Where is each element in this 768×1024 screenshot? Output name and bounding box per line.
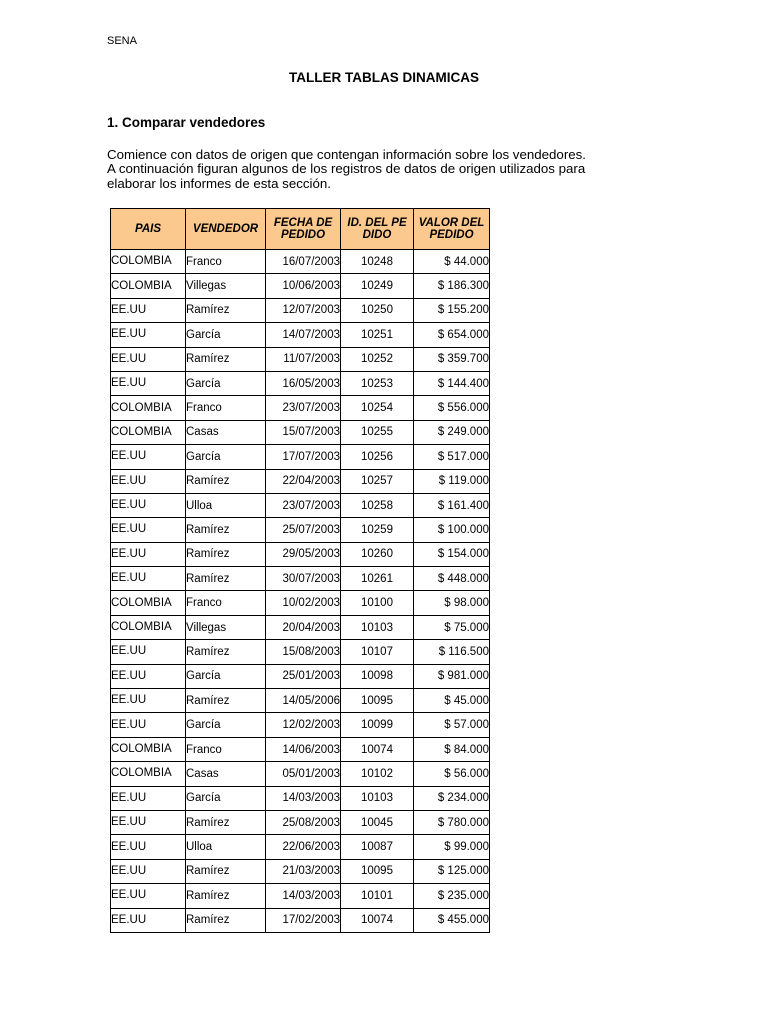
pais-cell: EE.UU [111, 884, 186, 908]
valor-cell: $ 56.000 [414, 762, 490, 786]
fecha-cell: 15/07/2003 [266, 420, 341, 444]
fecha-cell: 25/01/2003 [266, 664, 341, 688]
valor-cell: $ 57.000 [414, 713, 490, 737]
id-cell: 10102 [341, 762, 414, 786]
id-cell: 10249 [341, 274, 414, 298]
pais-cell: EE.UU [111, 908, 186, 932]
valor-cell: $ 186.300 [414, 274, 490, 298]
valor-cell: $ 455.000 [414, 908, 490, 932]
fecha-cell: 23/07/2003 [266, 493, 341, 517]
table-row [111, 347, 490, 371]
valor-cell: $ 517.000 [414, 445, 490, 469]
valor-cell: $ 981.000 [414, 664, 490, 688]
id-cell: 10074 [341, 737, 414, 761]
fecha-cell: 22/04/2003 [266, 469, 341, 493]
intro-line: Comience con datos de origen que contengan información sobre los vendedores. [107, 147, 586, 162]
fecha-cell: 05/01/2003 [266, 762, 341, 786]
id-cell: 10248 [341, 250, 414, 274]
vendedor-cell: García [186, 713, 266, 737]
id-cell: 10103 [341, 786, 414, 810]
id-cell: 10098 [341, 664, 414, 688]
pais-cell: EE.UU [111, 371, 186, 395]
id-cell: 10095 [341, 859, 414, 883]
valor-cell: $ 155.200 [414, 298, 490, 322]
pais-cell: EE.UU [111, 542, 186, 566]
valor-cell: $ 654.000 [414, 323, 490, 347]
valor-cell: $ 99.000 [414, 835, 490, 859]
id-cell: 10100 [341, 591, 414, 615]
pais-cell: COLOMBIA [111, 737, 186, 761]
vendedor-cell: Ramírez [186, 542, 266, 566]
column-header-valor: VALOR DEL PEDIDO [414, 209, 490, 250]
id-cell: 10103 [341, 615, 414, 639]
fecha-cell: 12/02/2003 [266, 713, 341, 737]
intro-line: A continuación figuran algunos de los registros de datos de origen utilizados para [107, 161, 586, 177]
id-cell: 10253 [341, 371, 414, 395]
column-header-fecha: FECHA DE PEDIDO [266, 209, 341, 250]
valor-cell: $ 84.000 [414, 737, 490, 761]
table-row [111, 591, 490, 615]
pais-cell: EE.UU [111, 835, 186, 859]
vendedor-cell: Ramírez [186, 640, 266, 664]
fecha-cell: 23/07/2003 [266, 396, 341, 420]
id-cell: 10261 [341, 567, 414, 591]
valor-cell: $ 780.000 [414, 810, 490, 834]
valor-cell: $ 75.000 [414, 615, 490, 639]
fecha-cell: 14/05/2006 [266, 689, 341, 713]
pais-cell: EE.UU [111, 518, 186, 542]
fecha-cell: 17/07/2003 [266, 445, 341, 469]
pais-cell: EE.UU [111, 567, 186, 591]
pais-cell: EE.UU [111, 713, 186, 737]
column-header-id: ID. DEL PEDIDO [341, 209, 414, 250]
vendedor-cell: Casas [186, 762, 266, 786]
column-header-vendedor: VENDEDOR [186, 209, 266, 250]
valor-cell: $ 448.000 [414, 567, 490, 591]
fecha-cell: 25/07/2003 [266, 518, 341, 542]
valor-cell: $ 154.000 [414, 542, 490, 566]
pais-cell: COLOMBIA [111, 615, 186, 639]
table-row [111, 567, 490, 591]
table-row [111, 493, 490, 517]
vendedor-cell: Franco [186, 737, 266, 761]
valor-cell: $ 119.000 [414, 469, 490, 493]
table-row [111, 908, 490, 932]
table-row [111, 737, 490, 761]
table-row [111, 884, 490, 908]
pais-cell: EE.UU [111, 859, 186, 883]
table-row [111, 518, 490, 542]
id-cell: 10255 [341, 420, 414, 444]
pais-cell: COLOMBIA [111, 274, 186, 298]
id-cell: 10095 [341, 689, 414, 713]
valor-cell: $ 144.400 [414, 371, 490, 395]
table-row [111, 420, 490, 444]
id-cell: 10045 [341, 810, 414, 834]
valor-cell: $ 235.000 [414, 884, 490, 908]
pais-cell: EE.UU [111, 445, 186, 469]
fecha-cell: 14/03/2003 [266, 786, 341, 810]
table-row [111, 640, 490, 664]
vendedor-cell: Franco [186, 250, 266, 274]
valor-cell: $ 100.000 [414, 518, 490, 542]
id-cell: 10254 [341, 396, 414, 420]
valor-cell: $ 359.700 [414, 347, 490, 371]
pais-cell: EE.UU [111, 493, 186, 517]
table-row [111, 323, 490, 347]
table-row [111, 396, 490, 420]
table-row [111, 859, 490, 883]
table-row [111, 786, 490, 810]
vendedor-cell: García [186, 371, 266, 395]
vendedor-cell: Ramírez [186, 859, 266, 883]
table-row [111, 469, 490, 493]
vendedor-cell: Ramírez [186, 347, 266, 371]
vendedor-cell: García [186, 786, 266, 810]
vendedor-cell: García [186, 445, 266, 469]
id-cell: 10259 [341, 518, 414, 542]
valor-cell: $ 44.000 [414, 250, 490, 274]
id-cell: 10107 [341, 640, 414, 664]
vendedor-cell: Ramírez [186, 689, 266, 713]
valor-cell: $ 98.000 [414, 591, 490, 615]
pais-cell: EE.UU [111, 689, 186, 713]
vendedor-cell: Franco [186, 591, 266, 615]
fecha-cell: 14/03/2003 [266, 884, 341, 908]
id-cell: 10101 [341, 884, 414, 908]
fecha-cell: 14/06/2003 [266, 737, 341, 761]
vendedor-cell: Ramírez [186, 469, 266, 493]
fecha-cell: 22/06/2003 [266, 835, 341, 859]
fecha-cell: 16/07/2003 [266, 250, 341, 274]
vendedor-cell: García [186, 323, 266, 347]
id-cell: 10251 [341, 323, 414, 347]
vendedor-cell: Ramírez [186, 810, 266, 834]
column-header-pais: PAIS [111, 209, 186, 250]
vendedor-cell: Ramírez [186, 298, 266, 322]
pais-cell: COLOMBIA [111, 250, 186, 274]
pais-cell: EE.UU [111, 810, 186, 834]
vendedor-cell: Franco [186, 396, 266, 420]
fecha-cell: 21/03/2003 [266, 859, 341, 883]
table-row [111, 615, 490, 639]
vendedor-cell: García [186, 664, 266, 688]
pais-cell: EE.UU [111, 298, 186, 322]
table-row [111, 713, 490, 737]
vendedor-cell: Villegas [186, 615, 266, 639]
intro-paragraph [107, 148, 663, 191]
table-row [111, 250, 490, 274]
fecha-cell: 29/05/2003 [266, 542, 341, 566]
fecha-cell: 14/07/2003 [266, 323, 341, 347]
vendedor-cell: Ulloa [186, 493, 266, 517]
id-cell: 10099 [341, 713, 414, 737]
document-title: TALLER TABLAS DINAMICAS [289, 70, 479, 85]
fecha-cell: 10/06/2003 [266, 274, 341, 298]
sales-table [110, 208, 490, 933]
table-row [111, 445, 490, 469]
pais-cell: EE.UU [111, 786, 186, 810]
fecha-cell: 12/07/2003 [266, 298, 341, 322]
table-row [111, 762, 490, 786]
pais-cell: COLOMBIA [111, 420, 186, 444]
vendedor-cell: Ulloa [186, 835, 266, 859]
vendedor-cell: Ramírez [186, 908, 266, 932]
pais-cell: EE.UU [111, 664, 186, 688]
fecha-cell: 17/02/2003 [266, 908, 341, 932]
valor-cell: $ 125.000 [414, 859, 490, 883]
vendedor-cell: Casas [186, 420, 266, 444]
id-cell: 10257 [341, 469, 414, 493]
table-header-row [111, 209, 490, 250]
valor-cell: $ 234.000 [414, 786, 490, 810]
fecha-cell: 10/02/2003 [266, 591, 341, 615]
pais-cell: COLOMBIA [111, 396, 186, 420]
valor-cell: $ 161.400 [414, 493, 490, 517]
valor-cell: $ 556.000 [414, 396, 490, 420]
table-row [111, 689, 490, 713]
section-heading: 1. Comparar vendedores [107, 115, 266, 130]
id-cell: 10074 [341, 908, 414, 932]
fecha-cell: 11/07/2003 [266, 347, 341, 371]
id-cell: 10256 [341, 445, 414, 469]
fecha-cell: 20/04/2003 [266, 615, 341, 639]
valor-cell: $ 116.500 [414, 640, 490, 664]
vendedor-cell: Villegas [186, 274, 266, 298]
pais-cell: EE.UU [111, 469, 186, 493]
fecha-cell: 15/08/2003 [266, 640, 341, 664]
pais-cell: EE.UU [111, 323, 186, 347]
header-mark: SENA [107, 35, 137, 47]
id-cell: 10258 [341, 493, 414, 517]
fecha-cell: 16/05/2003 [266, 371, 341, 395]
id-cell: 10252 [341, 347, 414, 371]
vendedor-cell: Ramírez [186, 884, 266, 908]
table-row [111, 298, 490, 322]
id-cell: 10250 [341, 298, 414, 322]
valor-cell: $ 45.000 [414, 689, 490, 713]
table-row [111, 810, 490, 834]
table-row [111, 664, 490, 688]
intro-line: elaborar los informes de esta sección. [107, 175, 331, 191]
pais-cell: EE.UU [111, 347, 186, 371]
table-body [111, 250, 490, 933]
table-row [111, 274, 490, 298]
pais-cell: COLOMBIA [111, 591, 186, 615]
table-row [111, 542, 490, 566]
valor-cell: $ 249.000 [414, 420, 490, 444]
table-row [111, 835, 490, 859]
vendedor-cell: Ramírez [186, 518, 266, 542]
pais-cell: EE.UU [111, 640, 186, 664]
id-cell: 10087 [341, 835, 414, 859]
id-cell: 10260 [341, 542, 414, 566]
fecha-cell: 25/08/2003 [266, 810, 341, 834]
fecha-cell: 30/07/2003 [266, 567, 341, 591]
pais-cell: COLOMBIA [111, 762, 186, 786]
vendedor-cell: Ramírez [186, 567, 266, 591]
table-row [111, 371, 490, 395]
